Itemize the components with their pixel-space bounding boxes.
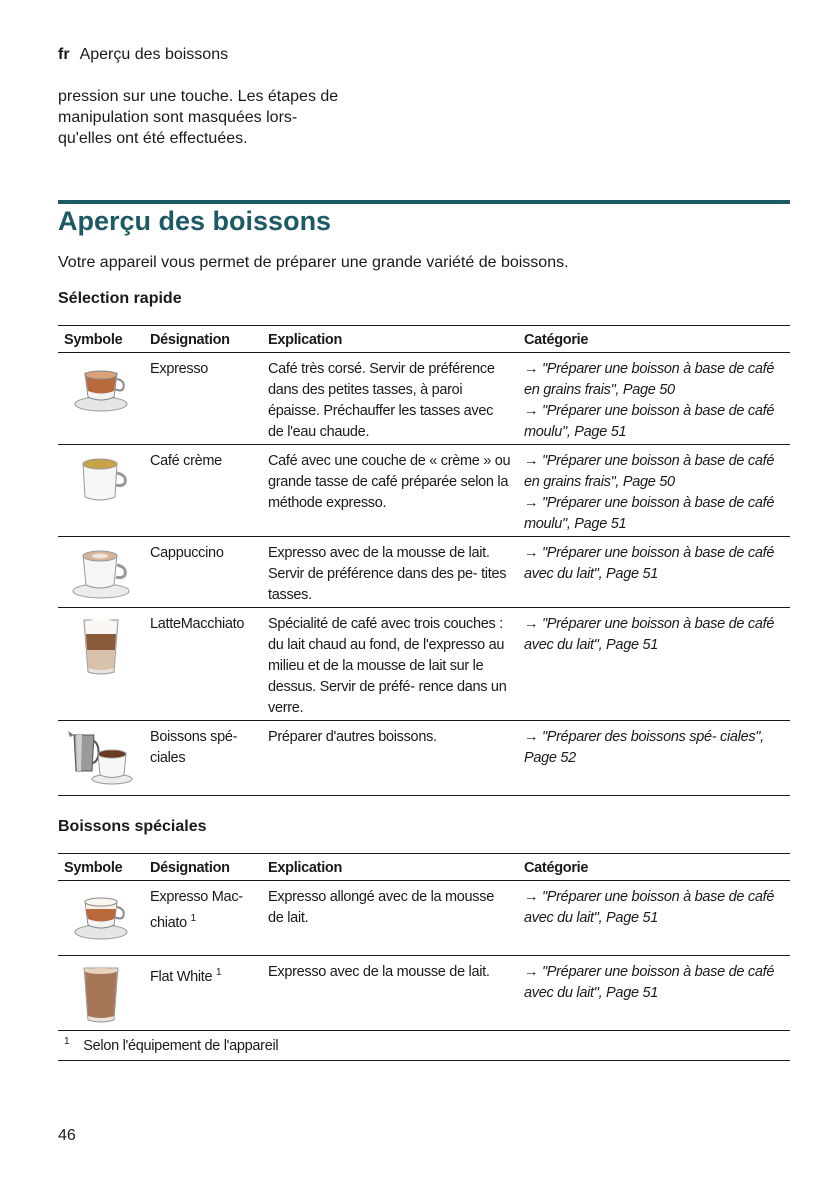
reference-link[interactable]: "Préparer une boisson à base de café avec du lait", Page 51 (524, 889, 775, 926)
intro-line: qu'elles ont été effectuées. (58, 130, 248, 147)
drink-name: Cappuccino (144, 537, 262, 608)
header-section-title: Aperçu des boissons (79, 46, 229, 63)
table-row (58, 721, 790, 796)
table-row (58, 353, 790, 445)
reference-link[interactable]: "Préparer une boisson à base de café avec du lait", Page 51 (524, 545, 775, 582)
drink-explanation: Expresso allongé avec de la mousse de lait. (262, 881, 518, 956)
symbol-cell (58, 956, 144, 1031)
drink-explanation: Café très corsé. Servir de préférence dans des petites tasses, à paroi épaisse. Préchauffer les tasses avec de l'eau chaude. (262, 353, 518, 445)
table-row (58, 608, 790, 721)
drink-name (144, 956, 262, 1031)
col-name: Désignation (144, 326, 262, 353)
col-symbol: Symbole (58, 326, 144, 353)
arrow-icon: → (524, 403, 539, 419)
latte-macchiato-glass-icon (78, 614, 124, 678)
category-cell (518, 445, 790, 537)
symbol-cell (58, 881, 144, 956)
quick-selection-table (58, 325, 790, 796)
col-name: Désignation (144, 854, 262, 881)
arrow-icon: → (524, 616, 539, 632)
reference-link[interactable]: "Préparer une boisson à base de café moulu", Page 51 (524, 495, 775, 532)
category-cell (518, 881, 790, 956)
arrow-icon: → (524, 964, 539, 980)
drink-name: Café crème (144, 445, 262, 537)
category-cell (518, 537, 790, 608)
lead-paragraph: Votre appareil vous permet de préparer une grande variété de boissons. (58, 254, 569, 271)
drink-explanation: Préparer d'autres boissons. (262, 721, 518, 796)
reference-link[interactable]: "Préparer une boisson à base de café avec du lait", Page 51 (524, 616, 775, 653)
drink-name: Boissons spé- ciales (144, 721, 262, 796)
footnote-text: Selon l'équipement de l'appareil (83, 1037, 279, 1054)
intro-line: pression sur une touche. Les étapes de (58, 88, 339, 105)
drink-name (144, 881, 262, 956)
arrow-icon: → (524, 889, 539, 905)
espresso-cup-icon (71, 359, 131, 415)
special-drinks-heading: Boissons spéciales (58, 818, 207, 835)
drink-explanation: Expresso avec de la mousse de lait. (262, 956, 518, 1031)
table-row (58, 537, 790, 608)
table-row (58, 956, 790, 1031)
arrow-icon: → (524, 361, 539, 377)
drink-explanation: Expresso avec de la mousse de lait. Servir de préférence dans des pe- tites tasses. (262, 537, 518, 608)
cafe-creme-cup-icon (71, 451, 131, 507)
symbol-cell (58, 608, 144, 721)
category-cell (518, 353, 790, 445)
symbol-cell (58, 721, 144, 796)
arrow-icon: → (524, 729, 539, 745)
espresso-macchiato-cup-icon (71, 887, 131, 943)
col-symbol: Symbole (58, 854, 144, 881)
symbol-cell (58, 537, 144, 608)
drink-name: Expresso (144, 353, 262, 445)
arrow-icon: → (524, 453, 539, 469)
drink-name-text: Flat White (150, 968, 213, 985)
category-cell (518, 956, 790, 1031)
section-rule (58, 200, 790, 204)
page-title: Aperçu des boissons (58, 206, 332, 236)
footnote-mark: 1 (64, 1036, 70, 1047)
category-cell (518, 721, 790, 796)
drink-name: LatteMacchiato (144, 608, 262, 721)
running-header (58, 46, 228, 64)
arrow-icon: → (524, 545, 539, 561)
intro-line: manipulation sont masquées lors- (58, 109, 298, 126)
drink-explanation: Café avec une couche de « crème » ou grande tasse de café préparée selon la méthode expresso. (262, 445, 518, 537)
col-explanation: Explication (262, 854, 518, 881)
symbol-cell (58, 445, 144, 537)
footnote-ref: 1 (216, 967, 222, 978)
col-category: Catégorie (518, 854, 790, 881)
drink-explanation: Spécialité de café avec trois couches : du lait chaud au fond, de l'expresso au milieu et de la mousse de lait sur le dessus. Servir de préfé- rence dans un verre. (262, 608, 518, 721)
footnote (58, 1036, 790, 1061)
reference-link[interactable]: "Préparer une boisson à base de café en grains frais", Page 50 (524, 453, 775, 490)
special-drinks-table (58, 853, 790, 1031)
col-category: Catégorie (518, 326, 790, 353)
language-code: fr (58, 46, 70, 63)
flat-white-glass-icon (78, 962, 124, 1026)
category-cell (518, 608, 790, 721)
symbol-cell (58, 353, 144, 445)
cappuccino-cup-icon (71, 543, 131, 601)
special-drinks-pitcher-icon (68, 727, 134, 787)
drink-name-text: Expresso Mac- chiato (150, 889, 243, 931)
reference-link[interactable]: "Préparer une boisson à base de café avec du lait", Page 51 (524, 964, 775, 1001)
arrow-icon: → (524, 495, 539, 511)
reference-link[interactable]: "Préparer des boissons spé- ciales", Page 52 (524, 729, 764, 766)
footnote-ref: 1 (190, 913, 196, 924)
quick-selection-heading: Sélection rapide (58, 290, 182, 307)
reference-link[interactable]: "Préparer une boisson à base de café en grains frais", Page 50 (524, 361, 775, 398)
table-row (58, 881, 790, 956)
table-row (58, 445, 790, 537)
intro-paragraph (58, 86, 418, 149)
col-explanation: Explication (262, 326, 518, 353)
page-number: 46 (58, 1127, 76, 1144)
reference-link[interactable]: "Préparer une boisson à base de café moulu", Page 51 (524, 403, 775, 440)
